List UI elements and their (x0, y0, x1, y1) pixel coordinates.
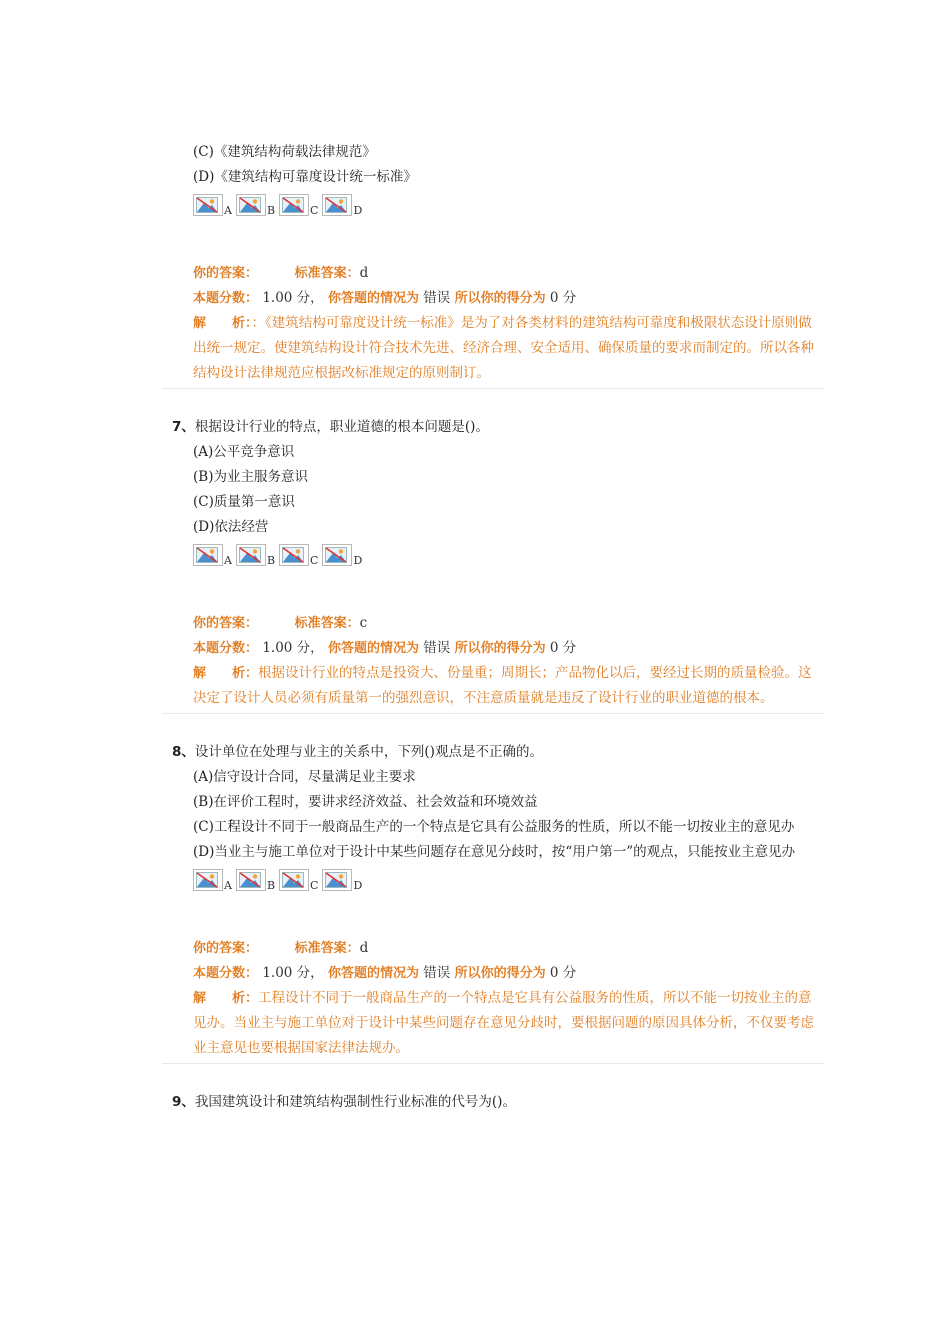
option-c: (C)工程设计不同于一般商品生产的一个特点是它具有公益服务的性质，所以不能一切按业主的意见办 (193, 819, 795, 835)
choice-label: B (266, 554, 276, 567)
choice-row (193, 865, 824, 891)
analysis-label: 解 析： (193, 991, 259, 1006)
choice-label: A (224, 879, 232, 892)
option-d: (D)当业主与施工单位对于设计中某些问题存在意见分歧时，按“用户第一”的观点，只能按业主意见办 (193, 844, 796, 860)
option-a: (A)信守设计合同，尽量满足业主要求 (193, 769, 416, 785)
option-d: (D)《建筑结构可靠度设计统一标准》 (193, 169, 417, 185)
answer-block (193, 261, 824, 386)
question-6 (162, 140, 824, 389)
answer-block (193, 936, 824, 1061)
question-8 (162, 740, 824, 1064)
answer-block (193, 611, 824, 711)
your-answer-label: 你的答案： (193, 266, 259, 281)
score-label: 本题分数： (193, 641, 259, 656)
option-c: (C)质量第一意识 (193, 494, 295, 510)
choice-b[interactable] (236, 194, 275, 216)
situation-label: 你答题的情况为 (327, 641, 419, 656)
score-label: 本题分数： (193, 291, 259, 306)
got-label: 所以你的得分为 (454, 641, 546, 656)
broken-image-icon (236, 194, 266, 216)
broken-image-icon (279, 544, 309, 566)
choice-d[interactable] (322, 544, 362, 566)
choice-d[interactable] (322, 869, 362, 891)
score-line (193, 961, 824, 986)
standard-answer-label: 标准答案： (294, 941, 360, 956)
broken-image-icon (236, 544, 266, 566)
got-label: 所以你的得分为 (454, 291, 546, 306)
broken-image-icon (193, 869, 223, 891)
choice-a[interactable] (193, 869, 232, 891)
choice-row (193, 540, 824, 566)
analysis (193, 311, 824, 386)
got-value: 0 分 (549, 965, 577, 981)
choice-b[interactable] (236, 869, 275, 891)
choice-label: B (266, 879, 276, 892)
broken-image-icon (193, 194, 223, 216)
question-title (162, 415, 824, 440)
answer-line (193, 936, 824, 961)
your-answer-label: 你的答案： (193, 941, 259, 956)
score-line (193, 636, 824, 661)
broken-image-icon (279, 869, 309, 891)
situation-label: 你答题的情况为 (327, 291, 419, 306)
analysis (193, 661, 824, 711)
standard-answer-value: c (359, 615, 368, 631)
option-a: (A)公平竞争意识 (193, 444, 295, 460)
answer-line (193, 611, 824, 636)
answer-line (193, 261, 824, 286)
broken-image-icon (322, 194, 352, 216)
option-b: (B)为业主服务意识 (193, 469, 308, 485)
choice-a[interactable] (193, 544, 232, 566)
score-value: 1.00 分， (262, 640, 324, 656)
score-value: 1.00 分， (262, 290, 324, 306)
your-answer-label: 你的答案： (193, 616, 259, 631)
situation-value: 错误 (423, 965, 451, 981)
choice-label: C (310, 554, 319, 567)
question-text: 设计单位在处理与业主的关系中，下列()观点是不正确的。 (194, 744, 543, 760)
question-number: 7、 (172, 419, 195, 435)
choice-c[interactable] (279, 544, 318, 566)
choice-c[interactable] (279, 869, 318, 891)
question-number: 9、 (172, 1094, 195, 1110)
option-c: (C)《建筑结构荷载法律规范》 (193, 144, 376, 160)
question-9 (162, 1090, 824, 1115)
standard-answer-label: 标准答案： (294, 616, 360, 631)
analysis-text: ：《建筑结构可靠度设计统一标准》是为了对各类材料的建筑结构可靠度和极限状态设计原则做出统一规定。使建筑结构设计符合技术先进、经济合理、安全适用、确保质量的要求而制定的。所以各种结构设计法律规范应根据改标准规定的原则制订。 (193, 315, 814, 381)
choice-label: C (310, 204, 319, 217)
got-value: 0 分 (549, 290, 577, 306)
score-label: 本题分数： (193, 966, 259, 981)
choice-label: D (353, 204, 363, 217)
choice-label: D (353, 554, 363, 567)
option-b: (B)在评价工程时，要讲求经济效益、社会效益和环境效益 (193, 794, 538, 810)
question-title (162, 740, 824, 765)
analysis (193, 986, 824, 1061)
question-text: 我国建筑设计和建筑结构强制性行业标准的代号为()。 (194, 1094, 516, 1110)
option-d: (D)依法经营 (193, 519, 269, 535)
question-number: 8、 (172, 744, 195, 760)
divider (162, 388, 824, 389)
broken-image-icon (322, 869, 352, 891)
divider (162, 713, 824, 714)
broken-image-icon (279, 194, 309, 216)
analysis-text: 根据设计行业的特点是投资大、份量重；周期长；产品物化以后，要经过长期的质量检验。这决定了设计人员必须有质量第一的强烈意识，不注意质量就是违反了设计行业的职业道德的根本。 (193, 665, 812, 706)
analysis-text: 工程设计不同于一般商品生产的一个特点是它具有公益服务的性质，所以不能一切按业主的意见办。当业主与施工单位对于设计中某些问题存在意见分歧时，要根据问题的原因具体分析，不仅要考虑业主意见也要根据国家法律法规办。 (193, 990, 814, 1056)
analysis-label: 解 析： (193, 666, 259, 681)
choice-label: B (266, 204, 276, 217)
choice-label: C (310, 879, 319, 892)
broken-image-icon (236, 869, 266, 891)
broken-image-icon (193, 544, 223, 566)
standard-answer-value: d (359, 940, 369, 956)
choice-c[interactable] (279, 194, 318, 216)
score-line (193, 286, 824, 311)
choice-a[interactable] (193, 194, 232, 216)
situation-value: 错误 (423, 640, 451, 656)
choice-label: D (353, 879, 363, 892)
standard-answer-label: 标准答案： (294, 266, 360, 281)
got-label: 所以你的得分为 (454, 966, 546, 981)
got-value: 0 分 (549, 640, 577, 656)
standard-answer-value: d (359, 265, 369, 281)
choice-b[interactable] (236, 544, 275, 566)
choice-label: A (224, 554, 232, 567)
choice-d[interactable] (322, 194, 362, 216)
score-value: 1.00 分， (262, 965, 324, 981)
question-title (162, 1090, 824, 1115)
exam-content (162, 140, 824, 1115)
choice-row (193, 190, 824, 216)
divider (162, 1063, 824, 1064)
choice-label: A (224, 204, 232, 217)
question-text: 根据设计行业的特点，职业道德的根本问题是()。 (194, 419, 489, 435)
situation-value: 错误 (423, 290, 451, 306)
broken-image-icon (322, 544, 352, 566)
question-7 (162, 415, 824, 714)
analysis-label: 解 析： (193, 316, 252, 331)
situation-label: 你答题的情况为 (327, 966, 419, 981)
